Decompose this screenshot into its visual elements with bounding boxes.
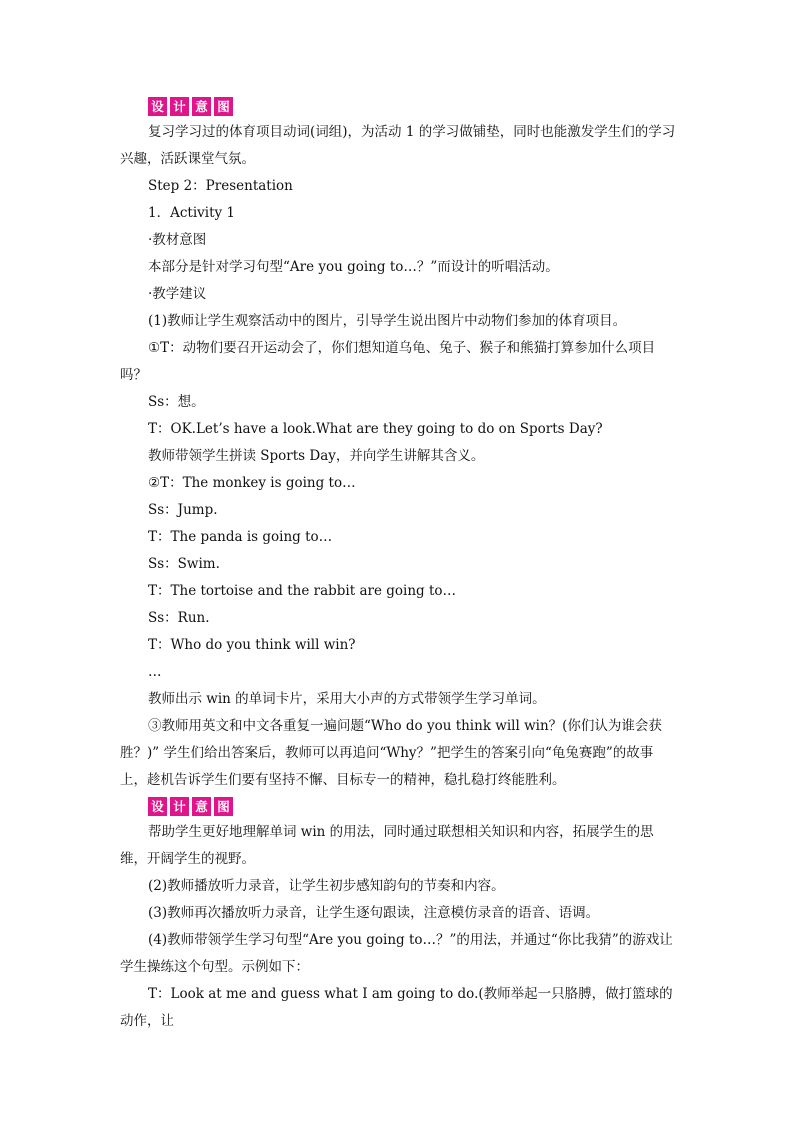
paragraph: ③教师用英文和中文各重复一遍问题“Who do you think will win？(你们认为谁会获胜？)” 学生们给出答案后，教师可以再追问“Why？”把学生的答案引向“龟兔赛跑”的故事上，趁机告诉学生们要有坚持不懈、目标专一的精神，稳扎稳打终能胜利。	[120, 718, 662, 788]
paragraph: 教师出示 win 的单词卡片，采用大小声的方式带领学生学习单词。	[148, 691, 546, 707]
paragraph: (2)教师播放听力录音，让学生初步感知韵句的节奏和内容。	[148, 878, 505, 894]
section-label: ·教学建议	[148, 286, 207, 302]
tag-char: 意	[192, 797, 211, 816]
tag-char: 图	[214, 797, 233, 816]
paragraph: (3)教师再次播放听力录音，让学生逐句跟读，注意模仿录音的语音、语调。	[148, 905, 600, 921]
page-content	[120, 94, 676, 1035]
dialogue-line: T：The tortoise and the rabbit are going to…	[148, 583, 457, 599]
paragraph: 教师带领学生拼读 Sports Day，并向学生讲解其含义。	[148, 448, 485, 464]
tag-char: 计	[170, 797, 189, 816]
activity-heading: 1．Activity 1	[148, 205, 236, 221]
paragraph: 复习学习过的体育项目动词(词组)，为活动 1 的学习做铺垫，同时也能激发学生们的学习兴趣，活跃课堂气氛。	[120, 124, 676, 167]
tag-char: 意	[192, 97, 211, 116]
tag-char: 图	[214, 97, 233, 116]
paragraph: (1)教师让学生观察活动中的图片，引导学生说出图片中动物们参加的体育项目。	[148, 313, 627, 329]
paragraph: ①T：动物们要召开运动会了，你们想知道乌龟、兔子、猴子和熊猫打算参加什么项目吗？	[120, 340, 656, 383]
tag-char: 设	[148, 97, 167, 116]
step-heading: Step 2：Presentation	[148, 178, 293, 194]
dialogue-line: Ss：想。	[148, 394, 205, 410]
dialogue-line: T：Who do you think will win?	[148, 637, 356, 653]
tag-char: 设	[148, 797, 167, 816]
paragraph: (4)教师带领学生学习句型“Are you going to…？”的用法，并通过“你比我猜”的游戏让学生操练这个句型。示例如下：	[120, 932, 673, 975]
section-label: ·教材意图	[148, 232, 207, 248]
dialogue-line: Ss：Run.	[148, 610, 210, 626]
tag-char: 计	[170, 97, 189, 116]
dialogue-line: ②T：The monkey is going to…	[148, 475, 356, 491]
dialogue-line: T：The panda is going to…	[148, 529, 333, 545]
dialogue-line: Ss：Jump.	[148, 502, 218, 518]
ellipsis-line: …	[148, 664, 162, 680]
design-intent-tag	[148, 96, 233, 117]
design-intent-tag	[148, 796, 233, 817]
dialogue-line: T：OK.Let’s have a look.What are they going to do on Sports Day?	[148, 421, 603, 437]
dialogue-line: Ss：Swim.	[148, 556, 220, 572]
paragraph: 帮助学生更好地理解单词 win 的用法，同时通过联想相关知识和内容，拓展学生的思维，开阔学生的视野。	[120, 824, 654, 867]
paragraph: 本部分是针对学习句型“Are you going to…？”而设计的听唱活动。	[148, 259, 559, 275]
paragraph: T：Look at me and guess what I am going to do.(教师举起一只胳膊，做打篮球的动作，让	[120, 986, 673, 1029]
